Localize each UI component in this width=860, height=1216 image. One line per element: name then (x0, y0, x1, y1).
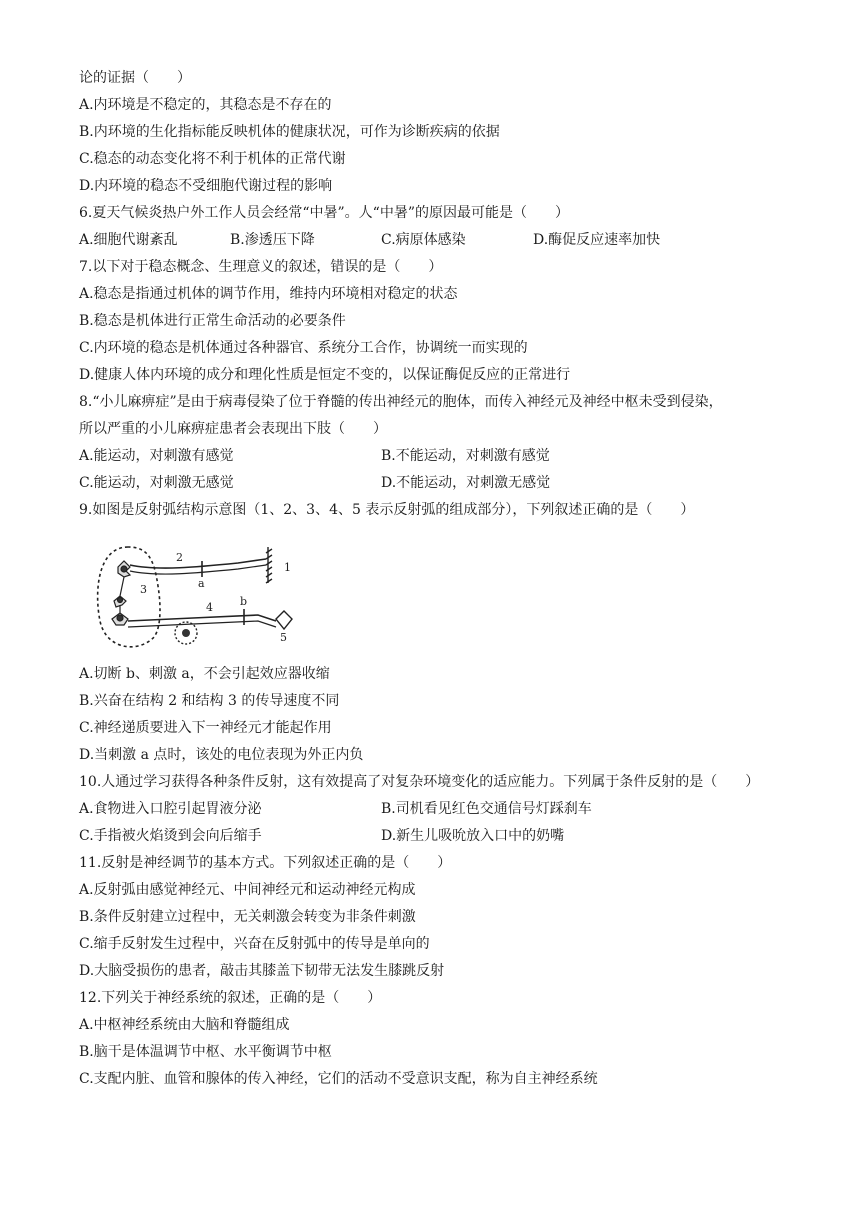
q12-option-b: B.脑干是体温调节中枢、水平衡调节中枢 (79, 1044, 332, 1060)
q8-stem-line2: 所以严重的小儿麻痹症患者会表现出下肢（ ） (79, 421, 387, 437)
receptor-icon (266, 547, 272, 583)
label-4: 4 (206, 601, 213, 614)
q11-option-c: C.缩手反射发生过程中，兴奋在反射弧中的传导是单向的 (79, 936, 430, 952)
q9-option-a: A.切断 b、刺激 a，不会引起效应器收缩 (79, 666, 330, 682)
ganglion-icon (175, 622, 197, 644)
q9-option-b: B.兴奋在结构 2 和结构 3 的传导速度不同 (79, 693, 340, 709)
efferent-nerve (128, 615, 276, 621)
label-a: a (198, 577, 205, 590)
q6-option-b: B.渗透压下降 (230, 232, 315, 248)
q6-option-d: D.酶促反应速率加快 (533, 232, 661, 248)
q10-stem: 10.人通过学习获得各种条件反射，这有效提高了对复杂环境变化的适应能力。下列属于条件反射的是（ ） (79, 774, 760, 790)
q5-option-d: D.内环境的稳态不受细胞代谢过程的影响 (79, 178, 333, 194)
q9-option-c: C.神经递质要进入下一神经元才能起作用 (79, 720, 332, 736)
q7-stem: 7.以下对于稳态概念、生理意义的叙述，错误的是（ ） (79, 259, 443, 275)
q8-option-b: B.不能运动，对刺激有感觉 (381, 448, 550, 464)
q10-option-a: A.食物进入口腔引起胃液分泌 (79, 801, 262, 817)
q11-option-b: B.条件反射建立过程中，无关刺激会转变为非条件刺激 (79, 909, 416, 925)
q7-option-d: D.健康人体内环境的成分和理化性质是恒定不变的，以保证酶促反应的正常进行 (79, 367, 571, 383)
label-2: 2 (176, 551, 183, 564)
q12-option-c: C.支配内脏、血管和腺体的传入神经，它们的活动不受意识支配，称为自主神经系统 (79, 1071, 598, 1087)
q10-option-c: C.手指被火焰烫到会向后缩手 (79, 828, 262, 844)
q9-option-d: D.当刺激 a 点时，该处的电位表现为外正内负 (79, 747, 364, 763)
label-5: 5 (280, 631, 287, 644)
q8-option-a: A.能运动，对刺激有感觉 (79, 448, 234, 464)
q5-stem: 论的证据（ ） (79, 70, 191, 86)
q8-option-d: D.不能运动，对刺激无感觉 (381, 475, 551, 491)
label-b: b (240, 595, 248, 608)
q11-option-a: A.反射弧由感觉神经元、中间神经元和运动神经元构成 (79, 882, 416, 898)
spinal-cord-outline (98, 547, 160, 647)
q7-option-a: A.稳态是指通过机体的调节作用，维持内环境相对稳定的状态 (79, 286, 458, 302)
q5-option-a: A.内环境是不稳定的，其稳态是不存在的 (79, 97, 332, 113)
q6-option-a: A.细胞代谢紊乱 (79, 232, 178, 248)
q11-stem: 11.反射是神经调节的基本方式。下列叙述正确的是（ ） (79, 855, 452, 871)
afferent-nerve (130, 559, 266, 568)
q8-option-c: C.能运动，对刺激无感觉 (79, 475, 234, 491)
q12-option-a: A.中枢神经系统由大脑和脊髓组成 (79, 1017, 290, 1033)
q11-option-d: D.大脑受损伤的患者，敲击其膝盖下韧带无法发生膝跳反射 (79, 963, 445, 979)
neuron-cells (112, 561, 130, 625)
q5-option-c: C.稳态的动态变化将不利于机体的正常代谢 (79, 151, 346, 167)
q10-option-b: B.司机看见红色交通信号灯踩刹车 (381, 801, 592, 817)
reflex-arc-diagram (88, 541, 314, 657)
effector-icon (276, 611, 292, 629)
label-3: 3 (140, 583, 147, 596)
q6-stem: 6.夏天气候炎热户外工作人员会经常“中暑”。人“中暑”的原因最可能是（ ） (79, 205, 569, 221)
q5-option-b: B.内环境的生化指标能反映机体的健康状况，可作为诊断疾病的依据 (79, 124, 500, 140)
q6-option-c: C.病原体感染 (381, 232, 466, 248)
q9-stem: 9.如图是反射弧结构示意图（1、2、3、4、5 表示反射弧的组成部分），下列叙述正确的是（ ） (79, 502, 695, 518)
q10-option-d: D.新生儿吸吮放入口中的奶嘴 (381, 828, 565, 844)
label-1: 1 (284, 561, 291, 574)
q8-stem-line1: 8.“小儿麻痹症”是由于病毒侵染了位于脊髓的传出神经元的胞体，而传入神经元及神经中枢未受到侵染， (79, 394, 723, 410)
q7-option-b: B.稳态是机体进行正常生命活动的必要条件 (79, 313, 346, 329)
q12-stem: 12.下列关于神经系统的叙述，正确的是（ ） (79, 990, 382, 1006)
q7-option-c: C.内环境的稳态是机体通过各种器官、系统分工合作，协调统一而实现的 (79, 340, 528, 356)
